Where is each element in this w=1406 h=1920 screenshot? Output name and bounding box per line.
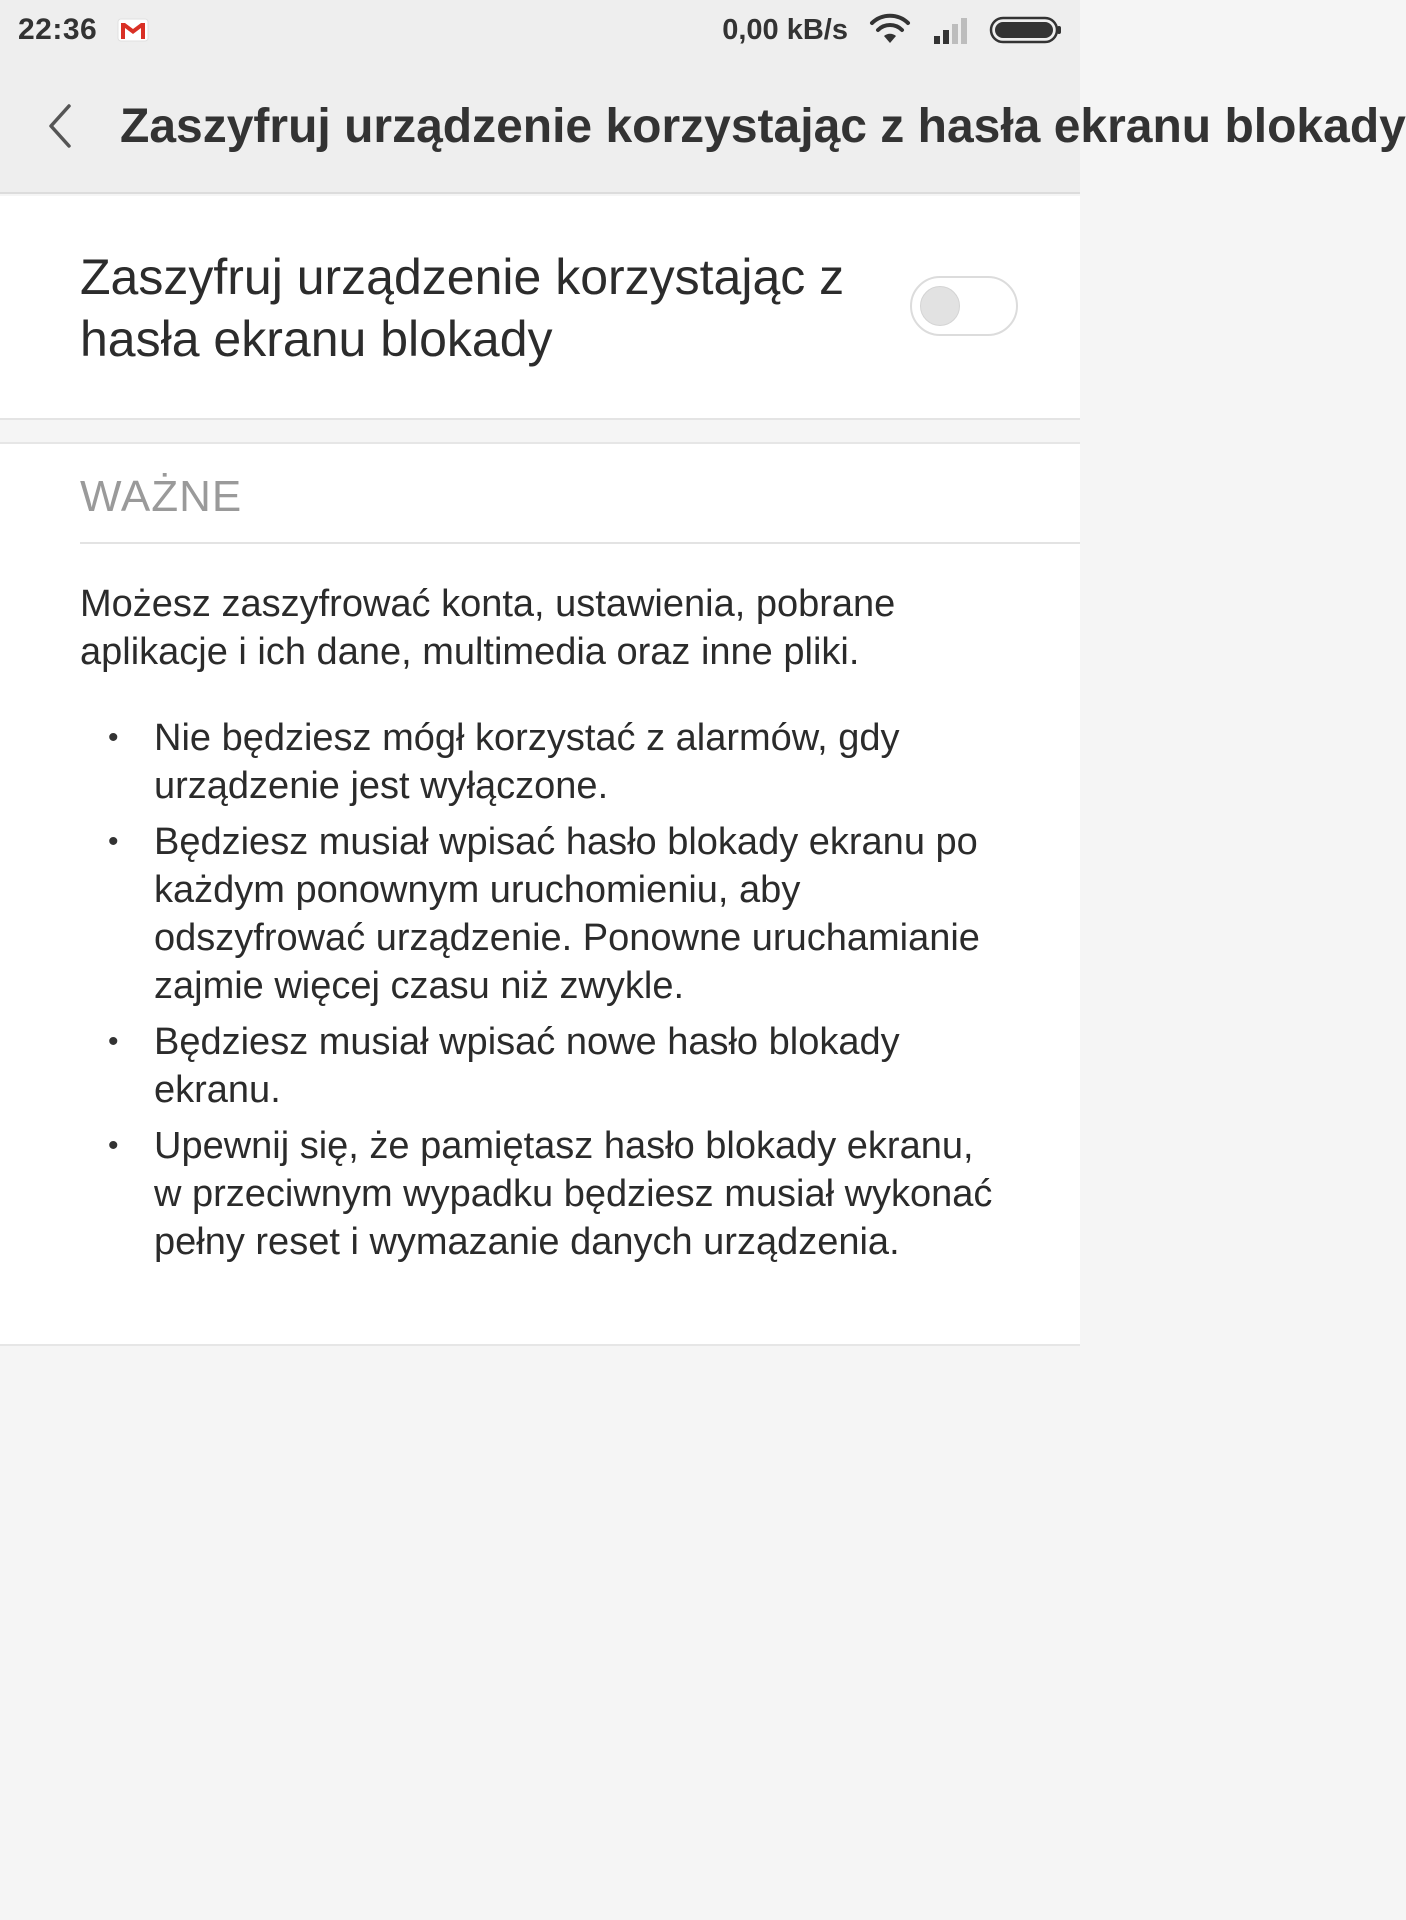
page-title: Zaszyfruj urządzenie korzystając z hasła ekranu blokady <box>120 99 1406 153</box>
status-bar <box>0 0 1080 60</box>
list-item <box>108 818 1008 1010</box>
encrypt-setting-label: Zaszyfruj urządzenie korzystając z hasła ekranu blokady <box>80 249 845 367</box>
info-intro: Możesz zaszyfrować konta, ustawienia, pobrane aplikacje i ich dane, multimedia oraz inne pliki. <box>80 583 896 673</box>
bullet-text: Nie będziesz mógł korzystać z alarmów, gdy urządzenie jest wyłączone. <box>154 717 900 807</box>
bullet-dot: • <box>108 721 119 754</box>
bullet-list <box>108 714 1008 1274</box>
section-header: WAŻNE <box>80 472 243 521</box>
bullet-dot: • <box>108 1025 119 1058</box>
bullet-text: Będziesz musiał wpisać hasło blokady ekranu po każdym ponownym uruchomieniu, aby odszyfrować urządzenie. Ponowne uruchamianie zajmie więcej czasu niż zwykle. <box>154 821 980 1007</box>
network-speed: 0,00 kB/s <box>722 13 848 46</box>
status-right <box>722 14 1062 47</box>
status-time: 22:36 <box>18 13 98 46</box>
encrypt-toggle[interactable] <box>910 276 1018 336</box>
info-section <box>0 442 1080 1346</box>
app-bar <box>0 60 1406 194</box>
gmail-icon <box>117 17 149 43</box>
wifi-icon <box>870 15 910 45</box>
back-button[interactable] <box>0 59 120 193</box>
bullet-dot: • <box>108 1129 119 1162</box>
toggle-knob <box>920 286 960 326</box>
chevron-left-icon <box>43 102 77 150</box>
bullet-text: Upewnij się, że pamiętasz hasło blokady ekranu, w przeciwnym wypadku będziesz musiał wykonać pełny reset i wymazanie danych urządzenia. <box>154 1125 993 1263</box>
bullet-dot: • <box>108 825 119 858</box>
list-item <box>108 1122 1008 1266</box>
list-item <box>108 714 1008 810</box>
bullet-text: Będziesz musiał wpisać nowe hasło blokady ekranu. <box>154 1021 900 1111</box>
section-divider <box>80 542 1080 544</box>
signal-icon <box>932 16 972 44</box>
battery-icon <box>990 15 1062 45</box>
list-item <box>108 1018 1008 1114</box>
